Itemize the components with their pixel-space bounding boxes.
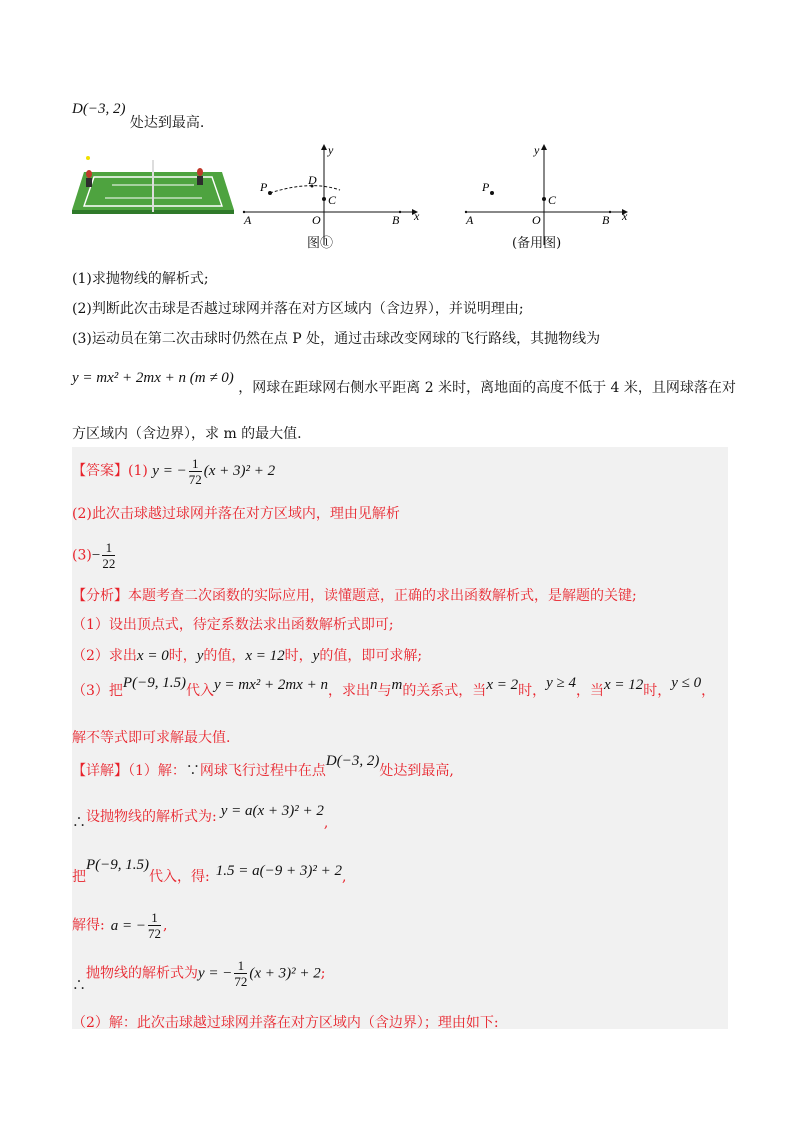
answer-1-lhs: y = −	[152, 462, 187, 479]
p3-x12: x = 12	[603, 677, 644, 693]
answer-1-prefix: (1)	[128, 462, 148, 479]
answer-line-2: (2)此次击球越过球网并落在对方区域内，理由见解析	[72, 506, 400, 522]
answer-1-den: 72	[188, 472, 202, 487]
fig2-p-label: P	[482, 180, 490, 194]
fig1-p-label: P	[260, 180, 268, 194]
p3-d: 与	[377, 683, 392, 699]
fig2-x-label: x	[622, 209, 628, 223]
answer-3-fraction	[102, 540, 115, 571]
detail-5-fraction	[234, 958, 247, 989]
answer-line-1	[72, 456, 275, 487]
detail-3-a: 把	[72, 869, 86, 885]
p2-c: 的值，	[203, 648, 246, 664]
p2-x0: x = 0	[136, 648, 169, 664]
detail-1-b: 网球飞行过程中在点	[199, 763, 326, 779]
detail-4-fraction	[148, 910, 161, 941]
tennis-court-picture	[72, 150, 234, 216]
tennis-court-illustration	[72, 150, 234, 216]
detail-1-a: （1）解：	[128, 763, 186, 779]
question-3-line-3: 方区域内（含边界），求 m 的最大值.	[72, 426, 302, 442]
therefore-symbol-2: ∴	[72, 977, 86, 994]
detail-line-1	[72, 753, 454, 780]
answer-1-fraction	[189, 456, 202, 487]
q3-formula: y = mx² + 2mx + n (m ≠ 0)	[72, 370, 234, 386]
p3-a: （3）把	[72, 683, 123, 699]
fig1-o-label: O	[312, 213, 321, 227]
p3-formula: y = mx² + 2mx + n	[213, 677, 328, 693]
detail-5-den: 72	[234, 974, 248, 989]
fig2-o-label: O	[532, 213, 541, 227]
therefore-symbol-1: ∴	[72, 815, 86, 831]
p3-b: 代入	[185, 683, 214, 699]
analysis-label: 【分析】	[72, 588, 128, 604]
fig2-y-label: y	[534, 143, 540, 157]
fig1-c-label: C	[328, 193, 337, 207]
p2-d: 时，	[284, 648, 313, 664]
question-3-line-2	[72, 367, 736, 396]
intro-line	[72, 98, 205, 131]
intro-text: 处达到最高.	[129, 115, 205, 131]
p3-i: ，	[701, 683, 716, 699]
question-1: (1)求抛物线的解析式;	[72, 271, 209, 287]
analysis-last: 解不等式即可求解最大值.	[72, 730, 231, 746]
p2-x12: x = 12	[245, 648, 285, 664]
detail-3-b: 代入，得:	[149, 869, 210, 885]
q3-line2-text: ，网球在距球网右侧水平距离 2 米时，离地面的高度不低于 4 米，且网球落在对	[238, 380, 736, 396]
p3-n: n	[369, 677, 378, 693]
detail-4-b: ,	[162, 917, 168, 934]
detail-4-num: 1	[148, 910, 161, 926]
p3-h: 时，	[643, 683, 672, 699]
p3-y0: y ≤ 0	[671, 675, 702, 691]
question-3-line-1: (3)运动员在第二次击球时仍然在点 P 处，通过击球改变网球的飞行路线，其抛物线为	[72, 331, 601, 347]
figure-1-caption: 图①	[307, 236, 334, 251]
answer-1-rhs: (x + 3)² + 2	[203, 462, 276, 479]
detail-5-lhs: y = −	[198, 965, 233, 982]
question-2: (2)判断此次击球是否越过球网并落在对方区域内（含边界），并说明理由;	[72, 301, 524, 317]
detail-line-5	[72, 958, 326, 994]
answer-3-prefix: (3)	[72, 547, 92, 564]
because-symbol: ∵	[185, 763, 200, 779]
detail-2-a: 设抛物线的解析式为:	[86, 809, 217, 825]
detail-line-6: （2）解：此次击球越过球网并落在对方区域内（含边界）；理由如下:	[72, 1015, 499, 1031]
fig1-a-label: A	[244, 213, 252, 227]
analysis-line	[72, 585, 637, 605]
detail-2-formula: y = a(x + 3)² + 2	[220, 803, 324, 819]
detail-5-b: ;	[320, 965, 326, 982]
detail-5-rhs: (x + 3)² + 2	[249, 965, 321, 982]
p2-y: y	[196, 648, 204, 664]
p2-e: 的值，即可求解;	[319, 648, 423, 664]
fig1-b-label: B	[392, 213, 400, 227]
detail-4-lhs: a = −	[110, 917, 146, 934]
p3-c: ，求出	[327, 683, 370, 699]
detail-3-P: P(−9, 1.5)	[86, 857, 150, 873]
fig1-d-label: D	[308, 173, 317, 187]
point-d-label: D(−3, 2)	[72, 101, 126, 117]
p3-P: P(−9, 1.5)	[122, 675, 186, 691]
p2-a: （2）求出	[72, 648, 137, 664]
figure-2-caption: (备用图)	[512, 236, 562, 251]
p3-g: ，当	[575, 683, 604, 699]
p3-f: 时，	[518, 683, 547, 699]
fig2-c-label: C	[548, 193, 557, 207]
fig1-y-label: y	[328, 143, 334, 157]
detail-4-den: 72	[147, 926, 161, 941]
answer-line-3	[72, 540, 117, 571]
detail-4-a: 解得:	[72, 917, 105, 934]
detail-line-4	[72, 910, 167, 941]
detail-2-b: ,	[323, 815, 329, 831]
p2-b: 时，	[168, 648, 197, 664]
detail-1-c: 处达到最高,	[379, 763, 454, 779]
answer-label: 【答案】	[72, 462, 128, 479]
p3-e: 的关系式，当	[402, 683, 487, 699]
answer-3-num: 1	[102, 540, 115, 556]
detail-line-2	[72, 803, 329, 832]
analysis-text: 本题考查二次函数的实际应用，读懂题意，正确的求出函数解析式，是解题的关键;	[128, 588, 637, 604]
p3-x2: x = 2	[486, 677, 519, 693]
detail-3-formula: 1.5 = a(−9 + 3)² + 2	[215, 863, 342, 879]
answer-3-den: 22	[102, 556, 116, 571]
detail-5-num: 1	[234, 958, 247, 974]
detail-5-a: 抛物线的解析式为	[86, 965, 198, 982]
analysis-point-2	[72, 645, 422, 665]
fig1-x-label: x	[414, 209, 420, 223]
detail-3-c: ,	[341, 869, 347, 885]
p3-m: m	[391, 677, 403, 693]
answer-3-sign: −	[91, 547, 101, 564]
analysis-point-1: （1）设出顶点式，待定系数法求出函数解析式即可;	[72, 617, 394, 633]
p3-y4: y ≥ 4	[546, 675, 576, 691]
fig2-a-label: A	[466, 213, 474, 227]
fig2-b-label: B	[602, 213, 610, 227]
p2-y2: y	[312, 648, 320, 664]
detail-label: 【详解】	[72, 763, 128, 779]
detail-line-3	[72, 857, 347, 886]
answer-1-formula	[152, 456, 276, 487]
analysis-point-3	[72, 675, 716, 700]
answer-1-num: 1	[189, 456, 202, 472]
detail-1-D: D(−3, 2)	[325, 753, 380, 769]
